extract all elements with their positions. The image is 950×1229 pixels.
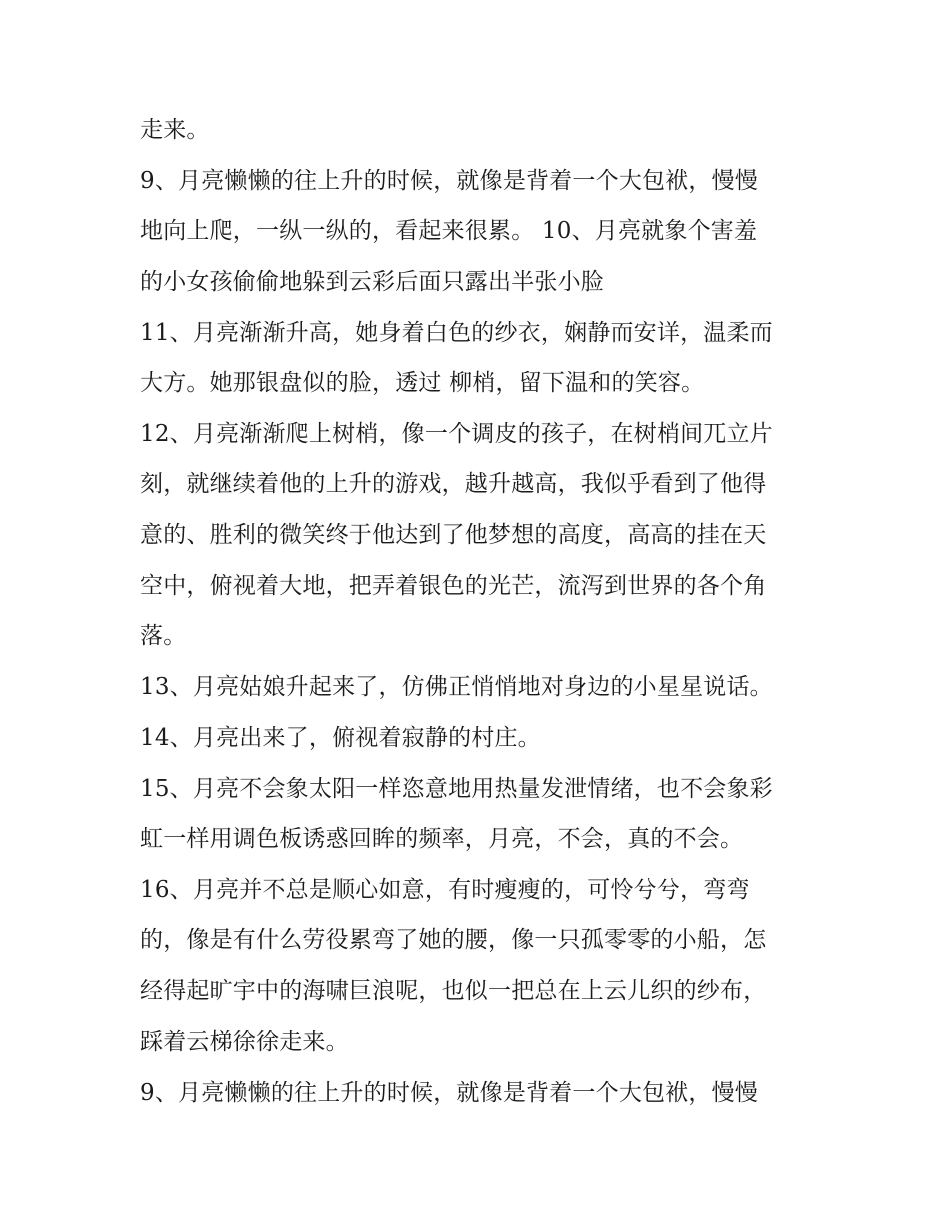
text-line: 空中，俯视着大地，把弄着银色的光芒，流泻到世界的各个角 — [140, 573, 767, 599]
text-line: 踩着云梯徐徐走来。 — [140, 1029, 349, 1055]
text-line: 落。 — [140, 623, 187, 649]
text-line: 经得起旷宇中的海啸巨浪呢，也似一把总在上云儿织的纱布， — [140, 978, 767, 1004]
text-line: 11、月亮渐渐升高，她身着白色的纱衣，娴静而安详，温柔而 — [140, 320, 773, 346]
text-line: 地向上爬，一纵一纵的，看起来很累。 10、月亮就象个害羞 — [140, 218, 758, 244]
text-line: 大方。她那银盘似的脸，透过 柳梢，留下温和的笑容。 — [140, 370, 705, 396]
text-line: 9、月亮懒懒的往上升的时候，就像是背着一个大包袱，慢慢 — [140, 168, 759, 194]
text-line: 的小女孩偷偷地躲到云彩后面只露出半张小脸 — [140, 269, 604, 295]
text-line: 12、月亮渐渐爬上树梢，像一个调皮的孩子，在树梢间兀立片 — [140, 421, 773, 447]
text-line: 虹一样用调色板诱惑回眸的频率，月亮，不会，真的不会。 — [140, 826, 744, 852]
text-line: 刻，就继续着他的上升的游戏，越升越高，我似乎看到了他得 — [140, 471, 767, 497]
text-line: 14、月亮出来了，俯视着寂静的村庄。 — [140, 725, 541, 751]
text-line: 的，像是有什么劳役累弯了她的腰，像一只孤零零的小船，怎 — [140, 927, 767, 953]
text-line: 13、月亮姑娘升起来了，仿佛正悄悄地对身边的小星星说话。 — [140, 674, 773, 700]
text-line: 走来。 — [140, 117, 210, 143]
text-line: 意的、胜利的微笑终于他达到了他梦想的高度，高高的挂在天 — [140, 522, 767, 548]
text-line: 16、月亮并不总是顺心如意，有时瘦瘦的，可怜兮兮，弯弯 — [140, 877, 750, 903]
text-line: 15、月亮不会象太阳一样恣意地用热量发泄情绪，也不会象彩 — [140, 776, 773, 802]
text-line: 9、月亮懒懒的往上升的时候，就像是背着一个大包袱，慢慢 — [140, 1080, 759, 1106]
